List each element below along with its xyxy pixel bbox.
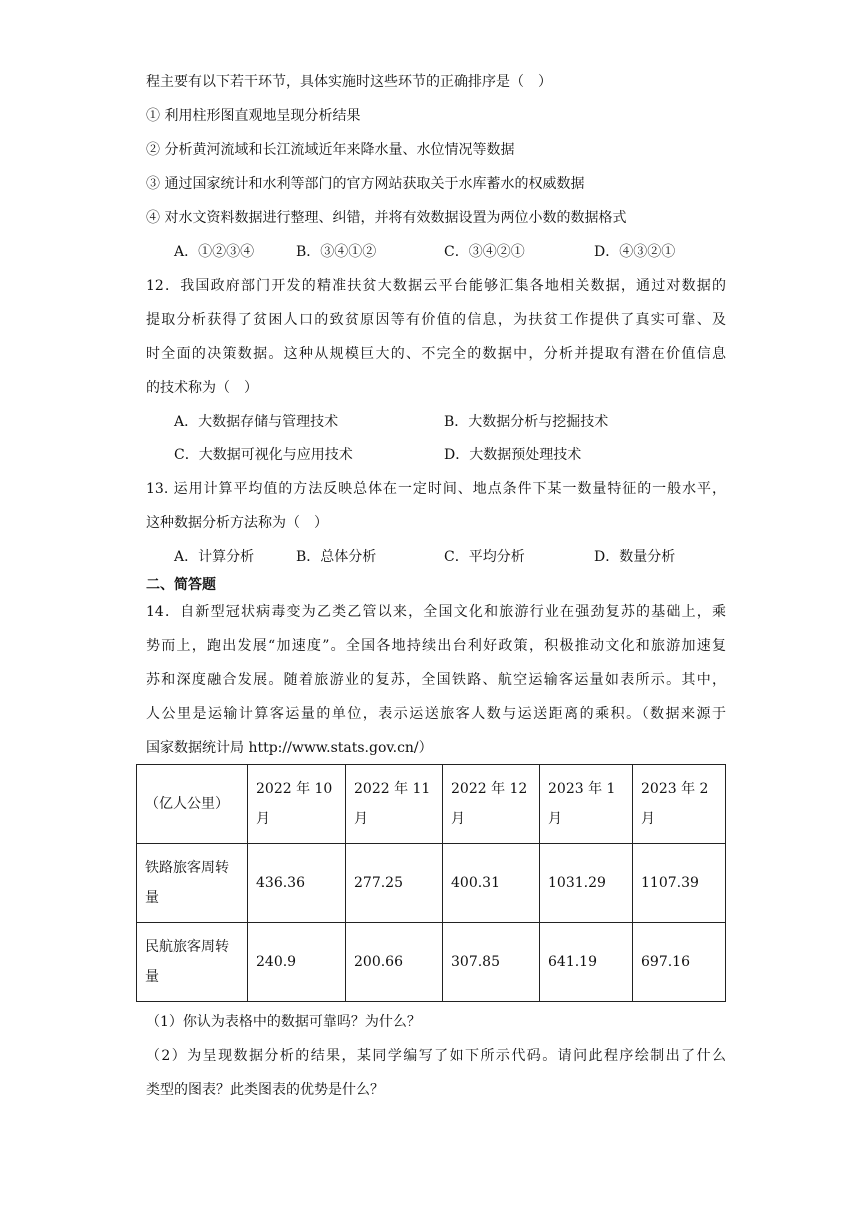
- q13-option-c: C．平均分析: [444, 549, 525, 565]
- q11-option-c: C．③④②①: [444, 244, 525, 260]
- q13-line: 这种数据分析方法称为（ ）: [146, 515, 328, 531]
- q12-option-a: A．大数据存储与管理技术: [174, 414, 339, 430]
- table-cell: 400.31: [443, 844, 540, 923]
- q14-sub2-line: 类型的图表？此类图表的优势是什么？: [146, 1082, 384, 1098]
- table-cell: 240.9: [248, 923, 346, 1002]
- q12-line: 12．我国政府部门开发的精准扶贫大数据云平台能够汇集各地相关数据，通过对数据的: [146, 278, 726, 294]
- table-row-label: 民航旅客周转量: [137, 923, 248, 1002]
- table-header-cell: （亿人公里）: [137, 765, 248, 844]
- table-cell: 1031.29: [540, 844, 633, 923]
- q11-option-b: B．③④①②: [296, 244, 377, 260]
- table-header-cell: 2022 年 12 月: [443, 765, 540, 844]
- q14-line: 14．自新型冠状病毒变为乙类乙管以来，全国文化和旅游行业在强劲复苏的基础上，乘: [146, 604, 726, 620]
- q12-option-d: D．大数据预处理技术: [444, 447, 582, 463]
- q11-option-d: D．④③②①: [594, 244, 676, 260]
- q12-line: 时全面的决策数据。这种从规模巨大的、不完全的数据中，分析并提取有潜在价值信息: [146, 346, 726, 362]
- q14-line: 苏和深度融合发展。随着旅游业的复苏，全国铁路、航空运输客运量如表所示。其中，: [146, 672, 726, 688]
- q12-option-c: C．大数据可视化与应用技术: [174, 447, 353, 463]
- table-row: [137, 923, 726, 1002]
- table-header-cell: 2022 年 10 月: [248, 765, 346, 844]
- table-header-cell: 2023 年 2 月: [633, 765, 726, 844]
- q11-step: ① 利用柱形图直观地呈现分析结果: [146, 108, 361, 124]
- q14-line: 国家数据统计局 http://www.stats.gov.cn/）: [146, 740, 433, 756]
- table-cell: 277.25: [346, 844, 443, 923]
- q13-option-b: B．总体分析: [296, 549, 377, 565]
- table-cell: 200.66: [346, 923, 443, 1002]
- table-header-cell: 2022 年 11 月: [346, 765, 443, 844]
- q12-line: 的技术称为（ ）: [146, 380, 258, 396]
- q11-step: ② 分析黄河流域和长江流域近年来降水量、水位情况等数据: [146, 142, 515, 158]
- table-cell: 307.85: [443, 923, 540, 1002]
- q13-line: 13. 运用计算平均值的方法反映总体在一定时间、地点条件下某一数量特征的一般水平，: [146, 481, 726, 497]
- q13-option-a: A．计算分析: [174, 549, 255, 565]
- q12-option-b: B．大数据分析与挖掘技术: [444, 414, 609, 430]
- table-cell: 641.19: [540, 923, 633, 1002]
- q11-option-a: A．①②③④: [174, 244, 255, 260]
- table-cell: 697.16: [633, 923, 726, 1002]
- q12-line: 提取分析获得了贫困人口的致贫原因等有价值的信息，为扶贫工作提供了真实可靠、及: [146, 312, 726, 328]
- table-row-label: 铁路旅客周转量: [137, 844, 248, 923]
- section-heading: 二、简答题: [146, 577, 216, 593]
- q14-line: 人公里是运输计算客运量的单位，表示运送旅客人数与运送距离的乘积。（数据来源于: [146, 706, 726, 722]
- q14-line: 势而上，跑出发展“加速度”。全国各地持续出台利好政策，积极推动文化和旅游加速复: [146, 638, 726, 654]
- table-cell: 1107.39: [633, 844, 726, 923]
- q11-step: ④ 对水文资料数据进行整理、纠错，并将有效数据设置为两位小数的数据格式: [146, 210, 627, 226]
- table-header-row: [137, 765, 726, 844]
- table-header-cell: 2023 年 1 月: [540, 765, 633, 844]
- q13-option-d: D．数量分析: [594, 549, 676, 565]
- q11-step: ③ 通过国家统计和水利等部门的官方网站获取关于水库蓄水的权威数据: [146, 176, 585, 192]
- passenger-turnover-table: [136, 764, 726, 1002]
- table-row: [137, 844, 726, 923]
- q14-sub2-line: （2）为呈现数据分析的结果，某同学编写了如下所示代码。请问此程序绘制出了什么: [146, 1048, 726, 1064]
- q11-intro: 程主要有以下若干环节，具体实施时这些环节的正确排序是（ ）: [146, 74, 552, 90]
- q14-sub1: （1）你认为表格中的数据可靠吗？为什么？: [146, 1014, 421, 1030]
- table-cell: 436.36: [248, 844, 346, 923]
